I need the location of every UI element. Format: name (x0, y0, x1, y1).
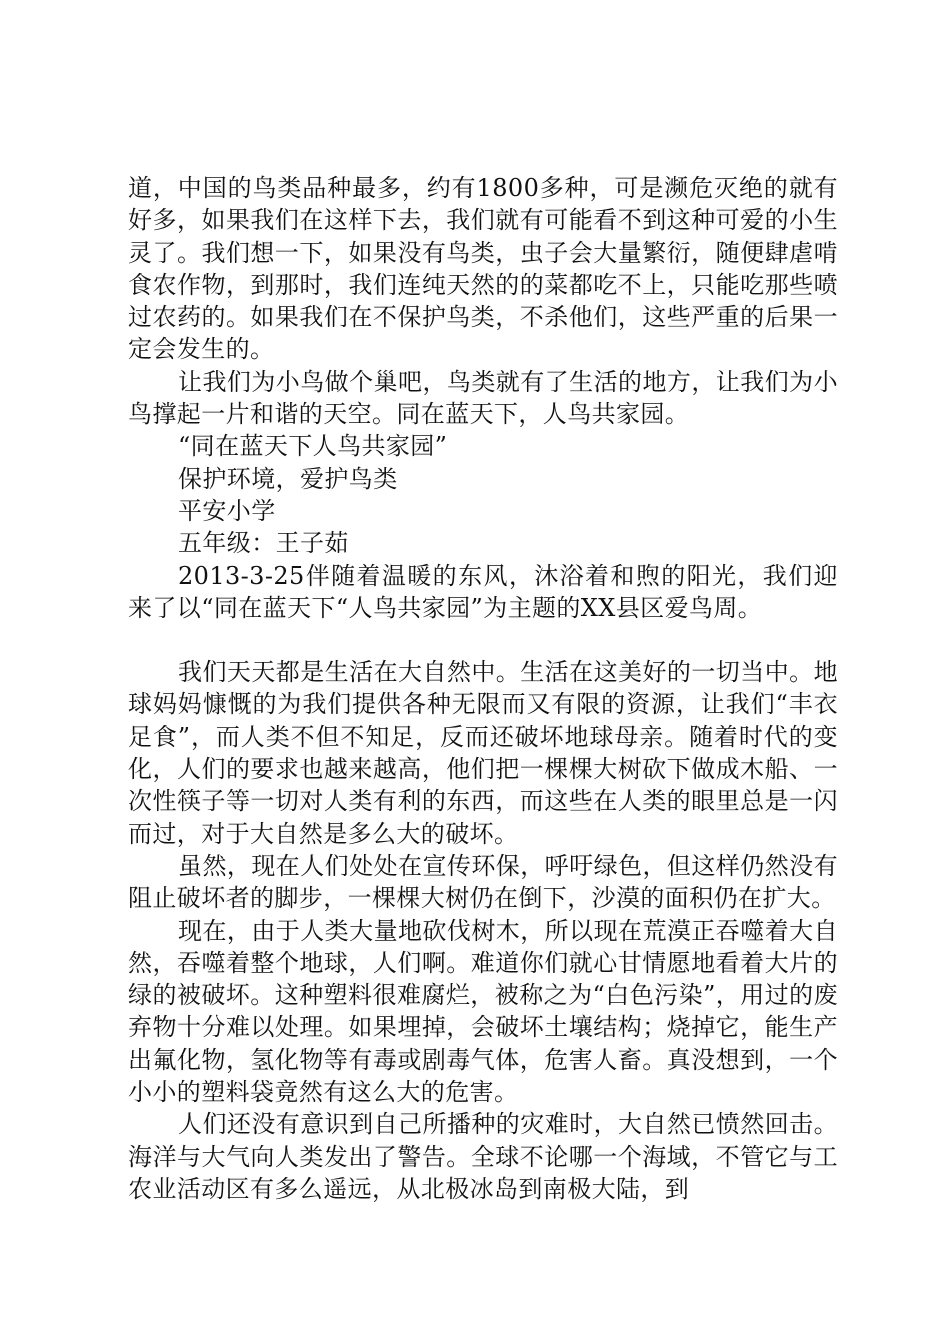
subtitle-line: 保护环境，爱护鸟类 (178, 464, 398, 493)
paragraph: 我们天天都是生活在大自然中。生活在这美好的一切当中。地球妈妈慷慨的为我们提供各种无限而又有限的资源，让我们“丰衣足食”，而人类不但不知足，反而还破坏地球母亲。随着时代的变化，人们的要求也越来越高，他们把一棵棵大树砍下做成木船、一次性筷子等一切对人类有利的东西，而这些在人类的眼里总是一闪而过，对于大自然是多么大的破坏。 (128, 658, 838, 848)
document-body (128, 172, 838, 1205)
paragraph: 人们还没有意识到自己所播种的灾难时，大自然已愤然回击。海洋与大气向人类发出了警告。全球不论哪一个海域，不管它与工农业活动区有多么遥远，从北极冰岛到南极大陆，到 (128, 1110, 838, 1203)
slogan-line: “同在蓝天下人鸟共家园” (178, 432, 448, 461)
paragraph: 让我们为小鸟做个巢吧，鸟类就有了生活的地方，让我们为小鸟撑起一片和谐的天空。同在蓝天下，人鸟共家园。 (128, 367, 838, 429)
author-line: 五年级：王子茹 (178, 529, 349, 558)
school-name: 平安小学 (178, 496, 276, 525)
blank-line (128, 624, 838, 656)
paragraph: 虽然，现在人们处处在宣传环保，呼吁绿色，但这样仍然没有阻止破坏者的脚步，一棵棵大树仍在倒下，沙漠的面积仍在扩大。 (128, 851, 838, 913)
paragraph: 现在，由于人类大量地砍伐树木，所以现在荒漠正吞噬着大自然，吞噬着整个地球，人们啊。难道你们就心甘情愿地看着大片的绿的被破坏。这种塑料很难腐烂，被称之为“白色污染”，用过的废弃物十分难以处理。如果埋掉，会破坏土壤结构；烧掉它，能生产出氟化物，氢化物等有毒或剧毒气体，危害人畜。真没想到，一个小小的塑料袋竟然有这么大的危害。 (128, 916, 838, 1107)
paragraph: 道，中国的鸟类品种最多，约有1800多种，可是濒危灭绝的就有好多，如果我们在这样下去，我们就有可能看不到这种可爱的小生灵了。我们想一下，如果没有鸟类，虫子会大量繁衍，随便肆虐啃食农作物，到那时，我们连纯天然的的菜都吃不上，只能吃那些喷过农药的。如果我们在不保护鸟类，不杀他们，这些严重的后果一定会发生的。 (128, 174, 838, 364)
paragraph: 2013-3-25伴随着温暖的东风，沐浴着和煦的阳光，我们迎来了以“同在蓝天下“人鸟共家园”为主题的XX县区爱鸟周。 (128, 561, 838, 622)
